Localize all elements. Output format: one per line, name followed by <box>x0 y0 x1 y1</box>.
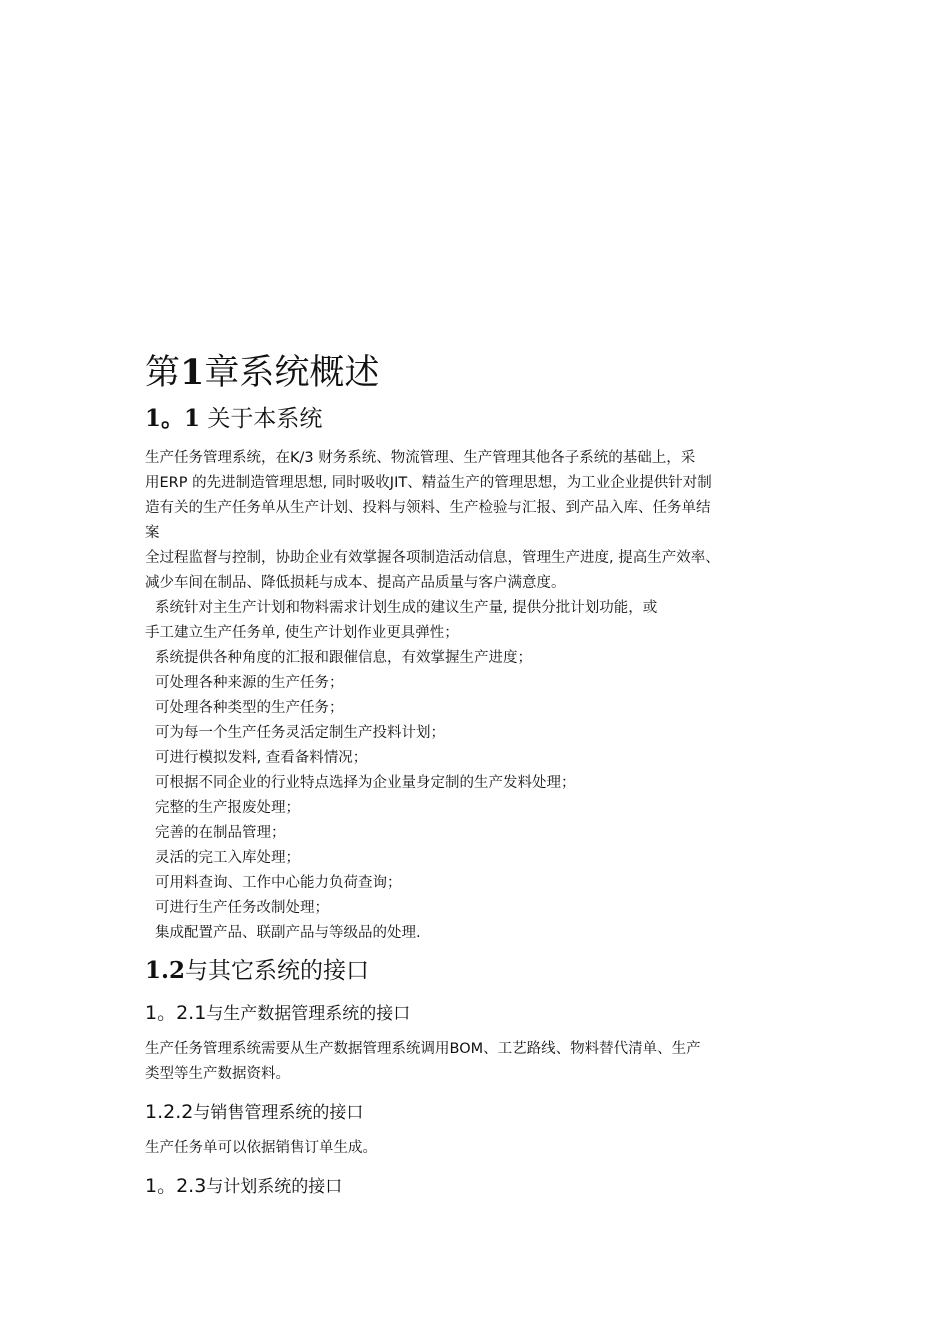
section-1-2-1-heading <box>145 998 810 1029</box>
section-1-1-number: 1。1 <box>145 405 201 432</box>
section-1-2-2-title: 与销售管理系统的接口 <box>193 1103 364 1123</box>
feature-item-continuation: 手工建立生产任务单, 使生产计划作业更具弹性； <box>145 625 459 641</box>
feature-item: 可用料查询、工作中心能力负荷查询； <box>155 875 402 891</box>
intro-line: 全过程监督与控制，协助企业有效掌握各项制造活动信息，管理生产进度, 提高生产效率、 <box>145 550 720 566</box>
section-1-1-intro <box>145 446 810 596</box>
section-1-2-3-number: 1。2.3 <box>145 1175 207 1197</box>
chapter-number: 1 <box>180 352 205 393</box>
document-body <box>145 350 810 1210</box>
section-1-1-heading <box>145 402 810 436</box>
section-1-2-number: 1.2 <box>145 957 186 984</box>
section-1-2-1-title: 与生产数据管理系统的接口 <box>206 1004 411 1024</box>
feature-list <box>145 596 810 946</box>
section-1-2-2-number: 1.2.2 <box>145 1101 194 1123</box>
section-1-2-3-title: 与计划系统的接口 <box>206 1177 343 1197</box>
intro-line: 用ERP 的先进制造管理思想, 同时吸收JIT、精益生产的管理思想，为工业企业提供针对制 <box>145 475 712 491</box>
feature-item: 可处理各种来源的生产任务； <box>155 675 344 691</box>
section-1-2-2-heading <box>145 1097 810 1128</box>
feature-item: 完整的生产报废处理； <box>155 800 300 816</box>
intro-line: 减少车间在制品、降低损耗与成本、提高产品质量与客户满意度。 <box>145 575 566 591</box>
section-1-2-heading <box>145 954 810 988</box>
feature-item: 集成配置产品、联副产品与等级品的处理. <box>155 925 421 941</box>
intro-line: 造有关的生产任务单从生产计划、投料与领料、生产检验与汇报、到产品入库、任务单结 <box>145 500 711 516</box>
chapter-title-text: 章系统概述 <box>204 353 380 393</box>
section-1-1-title: 关于本系统 <box>207 406 323 432</box>
feature-item: 完善的在制品管理； <box>155 825 286 841</box>
feature-item: 可进行模拟发料, 查看备料情况； <box>155 750 368 766</box>
intro-line: 案 <box>145 525 160 541</box>
feature-item: 可为每一个生产任务灵活定制生产投料计划； <box>155 725 445 741</box>
section-1-2-1-number: 1。2.1 <box>145 1002 207 1024</box>
chapter-title <box>145 350 810 396</box>
feature-item: 可根据不同企业的行业特点选择为企业量身定制的生产发料处理； <box>155 775 576 791</box>
section-1-2-1-line: 生产任务管理系统需要从生产数据管理系统调用BOM、工艺路线、物料替代清单、生产 <box>145 1041 701 1057</box>
feature-item: 系统针对主生产计划和物料需求计划生成的建议生产量, 提供分批计划功能，或 <box>155 600 658 616</box>
section-1-2-2-line: 生产任务单可以依据销售订单生成。 <box>145 1140 377 1156</box>
section-1-2-1-line: 类型等生产数据资料。 <box>145 1066 290 1082</box>
section-1-2-title: 与其它系统的接口 <box>185 958 370 984</box>
feature-item: 可进行生产任务改制处理； <box>155 900 329 916</box>
section-1-2-3-heading <box>145 1171 810 1202</box>
feature-item: 系统提供各种角度的汇报和跟催信息，有效掌握生产进度； <box>155 650 532 666</box>
feature-item: 可处理各种类型的生产任务； <box>155 700 344 716</box>
intro-line: 生产任务管理系统，在K/3 财务系统、物流管理、生产管理其他各子系统的基础上，采 <box>145 450 696 466</box>
chapter-prefix: 第 <box>145 353 181 393</box>
feature-item: 灵活的完工入库处理； <box>155 850 300 866</box>
